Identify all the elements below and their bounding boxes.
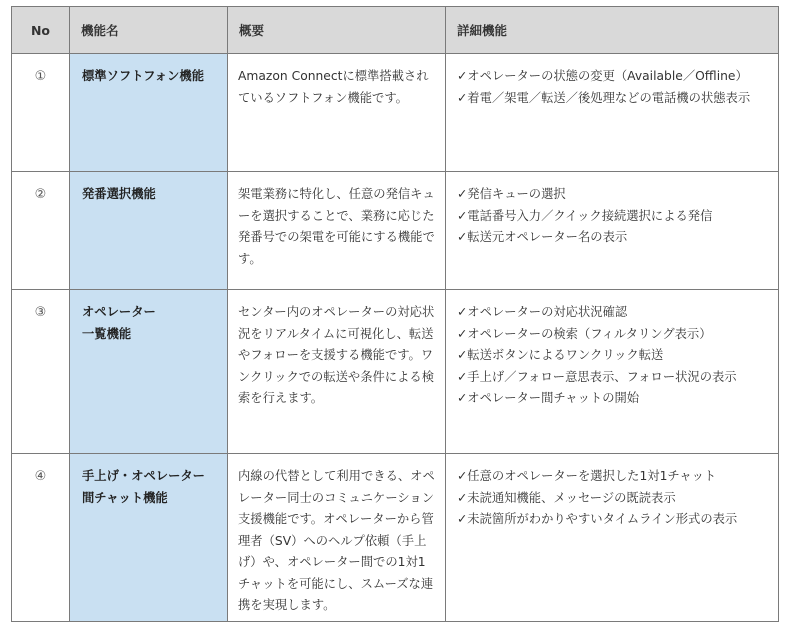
feature-summary: センター内のオペレーターの対応状況をリアルタイムに可視化し、転送やフォローを支援する機能です。ワンクリックでの転送や条件による検索を行えます。 (228, 290, 446, 454)
feature-name-line: 手上げ・オペレーター (82, 469, 205, 483)
header-details: 詳細機能 (446, 7, 779, 54)
detail-item: ✓未読通知機能、メッセージの既読表示 (457, 490, 676, 505)
feature-name-line: 一覧機能 (82, 326, 132, 341)
feature-name-line: オペレーター (82, 305, 156, 319)
header-summary: 概要 (228, 7, 446, 54)
table-row (12, 454, 779, 622)
detail-item: ✓転送元オペレーター名の表示 (457, 230, 628, 244)
detail-item: ✓未読箇所がわかりやすいタイムライン形式の表示 (457, 512, 738, 526)
header-name: 機能名 (70, 7, 228, 54)
feature-name (70, 454, 228, 622)
table-header-row (12, 7, 779, 54)
feature-details (446, 454, 779, 622)
detail-item: ✓オペレーターの状態の変更（Available／Offline） (457, 69, 748, 83)
feature-table (11, 6, 779, 622)
row-number: ④ (12, 454, 70, 622)
detail-item: ✓オペレーターの検索（フィルタリング表示） (457, 326, 712, 341)
table-row (12, 172, 779, 290)
feature-summary: Amazon Connectに標準搭載されているソフトフォン機能です。 (228, 54, 446, 172)
row-number: ② (12, 172, 70, 290)
feature-name (70, 172, 228, 290)
feature-name (70, 290, 228, 454)
detail-item: ✓電話番号入力／クイック接続選択による発信 (457, 208, 713, 223)
detail-item: ✓着電／架電／転送／後処理などの電話機の状態表示 (457, 90, 751, 105)
feature-name-line: 発番選択機能 (82, 187, 156, 201)
row-number: ① (12, 54, 70, 172)
feature-name (70, 54, 228, 172)
table-row (12, 290, 779, 454)
row-number: ③ (12, 290, 70, 454)
feature-summary: 架電業務に特化し、任意の発信キューを選択することで、業務に応じた発番号での架電を可能にする機能です。 (228, 172, 446, 290)
detail-item: ✓手上げ／フォロー意思表示、フォロー状況の表示 (457, 369, 737, 384)
detail-item: ✓任意のオペレーターを選択した1対1チャット (457, 469, 717, 483)
feature-name-line: 標準ソフトフォン機能 (82, 69, 204, 83)
feature-details (446, 290, 779, 454)
header-no: No (12, 7, 70, 54)
detail-item: ✓発信キューの選択 (457, 187, 566, 201)
feature-summary: 内線の代替として利用できる、オペレーター同士のコミュニケーション支援機能です。オペレーターから管理者（SV）へのヘルプ依頼（手上げ）や、オペレーター間での1対1チャットを可能にし、スムーズな連携を実現します。 (228, 454, 446, 622)
feature-table-container (11, 6, 778, 622)
feature-details (446, 54, 779, 172)
detail-item: ✓オペレーター間チャットの開始 (457, 391, 640, 405)
feature-details (446, 172, 779, 290)
table-row (12, 54, 779, 172)
feature-name-line: 間チャット機能 (82, 490, 168, 505)
detail-item: ✓オペレーターの対応状況確認 (457, 305, 628, 319)
detail-item: ✓転送ボタンによるワンクリック転送 (457, 348, 664, 362)
